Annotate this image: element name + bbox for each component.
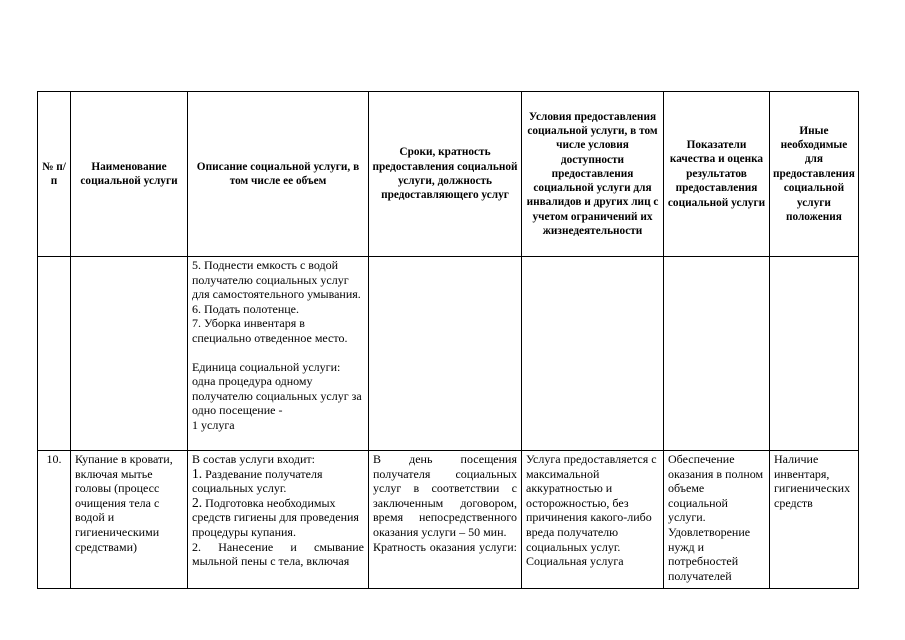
- cell-conditions: Услуга предоставляется с максимальной аккуратностью и осторожностью, без причинения какого-либо вреда получателю социальных услуг. Социальная услуга: [522, 451, 664, 589]
- desc-intro: В состав услуги входит:: [192, 452, 315, 466]
- desc-steps: 5. Поднести емкость с водой получателю социальных услуг для самостоятельного умывания. 6. Подать полотенце.: [192, 258, 361, 316]
- cell-name: Купание в кровати, включая мытье головы (процесс очищения тела с водой и гигиеническими средствами): [71, 451, 188, 589]
- cell-conditions: [522, 257, 664, 451]
- cell-other: [770, 257, 859, 451]
- desc-unit: Единица социальной услуги: одна процедура одному получателю социальных услуг за одно посещение -: [192, 359, 362, 418]
- cell-terms: [369, 451, 522, 589]
- header-conditions: Условия предоставления социальной услуги, в том числе условия доступности предоставления социальной услуги для инвалидов и других лиц с учетом ограничений их жизнедеятельности: [522, 92, 664, 257]
- cell-description: [188, 451, 369, 589]
- item-number: 2.: [192, 494, 203, 510]
- desc-item-2: [192, 496, 364, 540]
- table-row-continuation: [38, 257, 859, 451]
- desc-item-1: [192, 467, 364, 496]
- spacer: [192, 346, 364, 360]
- cell-name: [71, 257, 188, 451]
- cell-description: [188, 257, 369, 451]
- desc-step-7: 7. Уборка инвентаря в специально отведенное место.: [192, 316, 348, 345]
- cell-indicators: Обеспечение оказания в полном объеме социальной услуги. Удовлетворение нужд и потребностей получателей: [664, 451, 770, 589]
- header-other: Иные необходимые для предоставления социальной услуги положения: [770, 92, 859, 257]
- header-no: № п/п: [38, 92, 71, 257]
- cell-terms: [369, 257, 522, 451]
- desc-item-3: 2. Нанесение и смывание мыльной пены с тела, включая: [192, 539, 364, 569]
- terms-main: В день посещения получателя социальных услуг в соответствии с заключенным договором, время непосредственного оказания услуги – 50 мин.: [373, 452, 517, 539]
- cell-no: [38, 257, 71, 451]
- item-text: Подготовка необходимых средств гигиены для проведения процедуры купания.: [192, 495, 359, 539]
- desc-unit-value: 1 услуга: [192, 417, 235, 432]
- header-terms: Сроки, кратность предоставления социальной услуги, должность предоставляющего услуг: [369, 92, 522, 257]
- header-indicators: Показатели качества и оценка результатов предоставления социальной услуги: [664, 92, 770, 257]
- header-row: [38, 92, 859, 257]
- header-description: Описание социальной услуги, в том числе ее объем: [188, 92, 369, 257]
- cell-other: Наличие инвентаря, гигиенических средств: [770, 451, 859, 589]
- services-table: [37, 91, 859, 589]
- cell-indicators: [664, 257, 770, 451]
- cell-no: 10.: [38, 451, 71, 589]
- table-row-10: [38, 451, 859, 589]
- item-number: 1.: [192, 465, 203, 481]
- item-text: Раздевание получателя социальных услуг.: [192, 466, 323, 496]
- terms-frequency: Кратность оказания услуги:: [373, 539, 517, 554]
- header-name: Наименование социальной услуги: [71, 92, 188, 257]
